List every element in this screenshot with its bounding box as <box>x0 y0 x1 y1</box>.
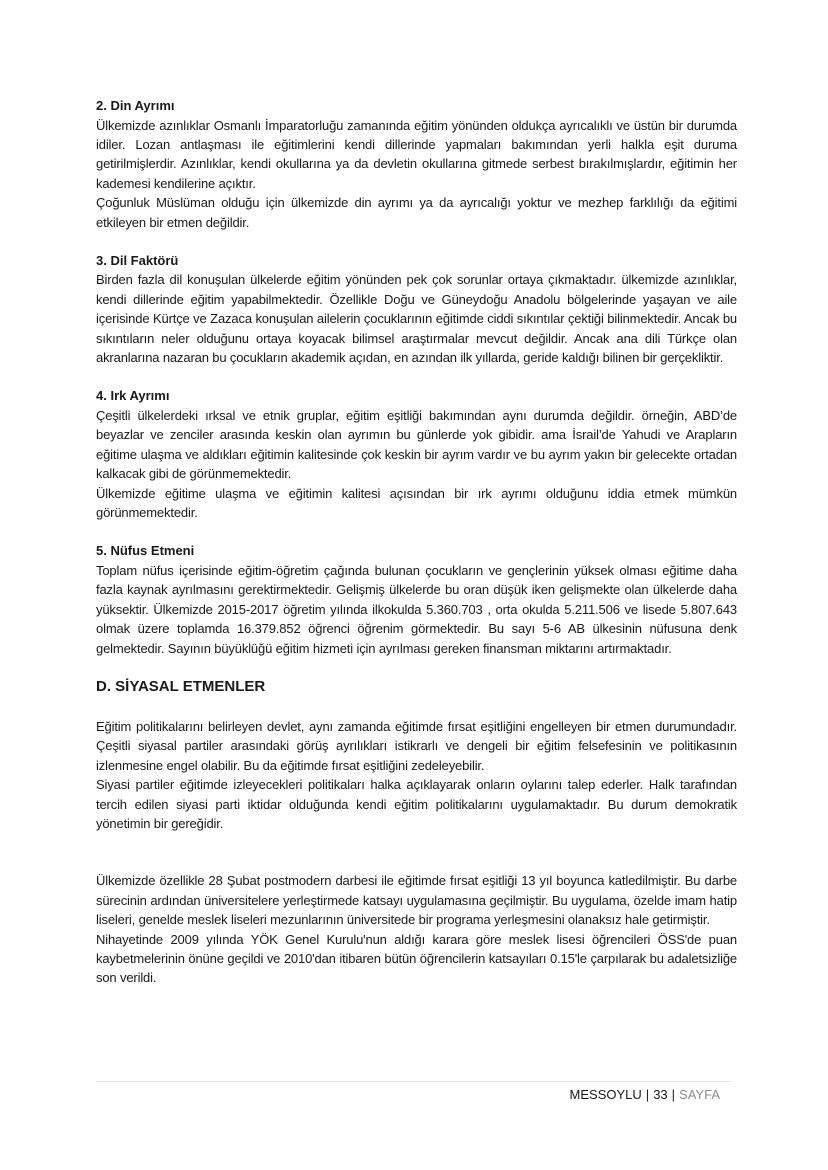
page-footer <box>570 1087 720 1103</box>
section-irk-ayrimi <box>96 386 737 522</box>
footer-separator: | <box>671 1087 676 1102</box>
section-heading: 5. Nüfus Etmeni <box>96 543 195 559</box>
section-heading: 3. Dil Faktörü <box>96 252 179 268</box>
political-block-1 <box>96 717 737 833</box>
chapter-heading-siyasal-etmenler: D. SİYASAL ETMENLER <box>96 677 266 695</box>
paragraph: Çoğunluk Müslüman olduğu için ülkemizde din ayrımı ya da ayrıcalığı yoktur ve mezhep farklılığı da eğitimi etkileyen bir etmen değildir. <box>96 195 737 230</box>
paragraph: Nihayetinde 2009 yılında YÖK Genel Kurulu'nun aldığı karara göre meslek lisesi öğrencileri ÖSS'de puan kaybetmelerinin önüne geçildi ve 2010'dan itibaren bütün öğrencilerin katsayıları 0.15'le çarpılarak bu adaletsizliğe son verildi. <box>96 931 737 986</box>
paragraph: Ülkemizde özellikle 28 Şubat postmodern darbesi ile eğitimde fırsat eşitliği 13 yıl boyunca katledilmiştir. Bu darbe sürecinin ardından üniversitelere yerleştirmede katsayı uygulamasına geçilmiştir. Bu uygulama, özelde imam hatip liseleri, genelde meslek liseleri mezunlarının üniversitede bir programa yerleşmesini olanaksız hale getirmiştir. <box>96 873 737 928</box>
section-nufus-etmeni <box>96 541 737 658</box>
paragraph: Toplam nüfus içerisinde eğitim-öğretim çağında bulunan çocukların ve gençlerinin yüksek olması eğitime daha fazla kaynak ayrılmasını gerektirmektedir. Gelişmiş ülkelerde bu oran düşük iken gelişmekte olan ülkelerde daha yüksektir. Ülkemizde 2015-2017 öğretim yılında ilkokulda 5.360.703 , orta okulda 5.211.506 ve lisede 5.807.643 olmak üzere toplamda 16.379.852 öğrenci öğrenim görmektedir. Bu sayı 5-6 AB ülkesinin nüfusuna denk gelmektedir. Sayının büyüklüğü eğitim hizmeti için ayrılması gereken finansman miktarını artırmaktadır. <box>96 562 737 656</box>
political-block-2 <box>96 871 737 987</box>
paragraph-gap <box>96 852 737 871</box>
section-heading: 2. Din Ayrımı <box>96 98 175 113</box>
section-heading: 4. Irk Ayrımı <box>96 388 170 404</box>
section-dil-faktoru <box>96 251 737 368</box>
page-label: SAYFA <box>679 1087 720 1102</box>
footer-divider <box>96 1081 732 1082</box>
document-page <box>96 96 737 1007</box>
paragraph: Eğitim politikalarını belirleyen devlet, aynı zamanda eğitimde fırsat eşitliğini engelleyen bir etmen durumundadır. Çeşitli siyasal partiler arasındaki görüş ayrılıkları istikrarlı ve dengeli bir eğitim felsefesinin ve politikasının izlenmesine engel olabilir. Bu da eğitimde fırsat eşitliğini zedeleyebilir. <box>96 718 737 773</box>
footer-separator: | <box>645 1087 650 1102</box>
page-number: 33 <box>653 1087 668 1102</box>
section-din-ayrimi <box>96 96 737 232</box>
paragraph: Birden fazla dil konuşulan ülkelerde eğitim yönünden pek çok sorunlar ortaya çıkmaktadır. ülkemizde azınlıklar, kendi dillerinde eğitim yapabilmektedir. Özellikle Doğu ve Güneydoğu Anadolu bölgelerinde yaşayan ve aile içerisinde Kürtçe ve Zazaca konuşulan ailelerin çocuklarının eğitimde ciddi sıkıntılar çektiği bilinmektedir. Ancak bu sıkıntıların neler olduğunu ortaya koyacak bilimsel araştırmalar mevcut değildir. Ancak ana dili Türkçe olan akranlarına nazaran bu çocukların akademik açıdan, en azından ilk yıllarda, geride kaldığı bilinen bir gerçekliktir. <box>96 272 737 366</box>
paragraph: Siyasi partiler eğitimde izleyecekleri politikaları halka açıklayarak onların oylarını talep ederler. Halk tarafından tercih edilen siyasi parti iktidar olduğunda kendi eğitim politikalarını uygulamaktadır. Bu durum demokratik yönetimin bir gereğidir. <box>96 777 737 831</box>
paragraph: Ülkemizde eğitime ulaşma ve eğitimin kalitesi açısından bir ırk ayrımı olduğunu iddia etmek mümkün görünmemektedir. <box>96 485 737 520</box>
footer-author: MESSOYLU <box>569 1087 642 1102</box>
paragraph: Ülkemizde azınlıklar Osmanlı İmparatorluğu zamanında eğitim yönünden oldukça ayrıcalıklı ve üstün bir durumda idiler. Lozan antlaşması ile eğitimlerini kendi dillerinde yapmaları bakımından yerli halkla eşit duruma getirilmişlerdir. Azınlıklar, kendi okullarına ya da devletin okullarına gitmede serbest bırakılmışlardır, eğitimin her kademesi kendilerine açıktır. <box>96 117 737 191</box>
paragraph: Çeşitli ülkelerdeki ırksal ve etnik gruplar, eğitim eşitliği bakımından aynı durumda değildir. örneğin, ABD’de beyazlar ve zenciler arasında keskin olan ayrımın bu günlerde yok gibidir. ama İsrail’de Yahudi ve Arapların eğitime ulaşma ve aldıkları eğitimin kalitesinde çok keskin bir ayrım vardır ve bu ayrım yakın bir gelecekte ortadan kalkacak gibi de görünmemektedir. <box>96 407 737 482</box>
